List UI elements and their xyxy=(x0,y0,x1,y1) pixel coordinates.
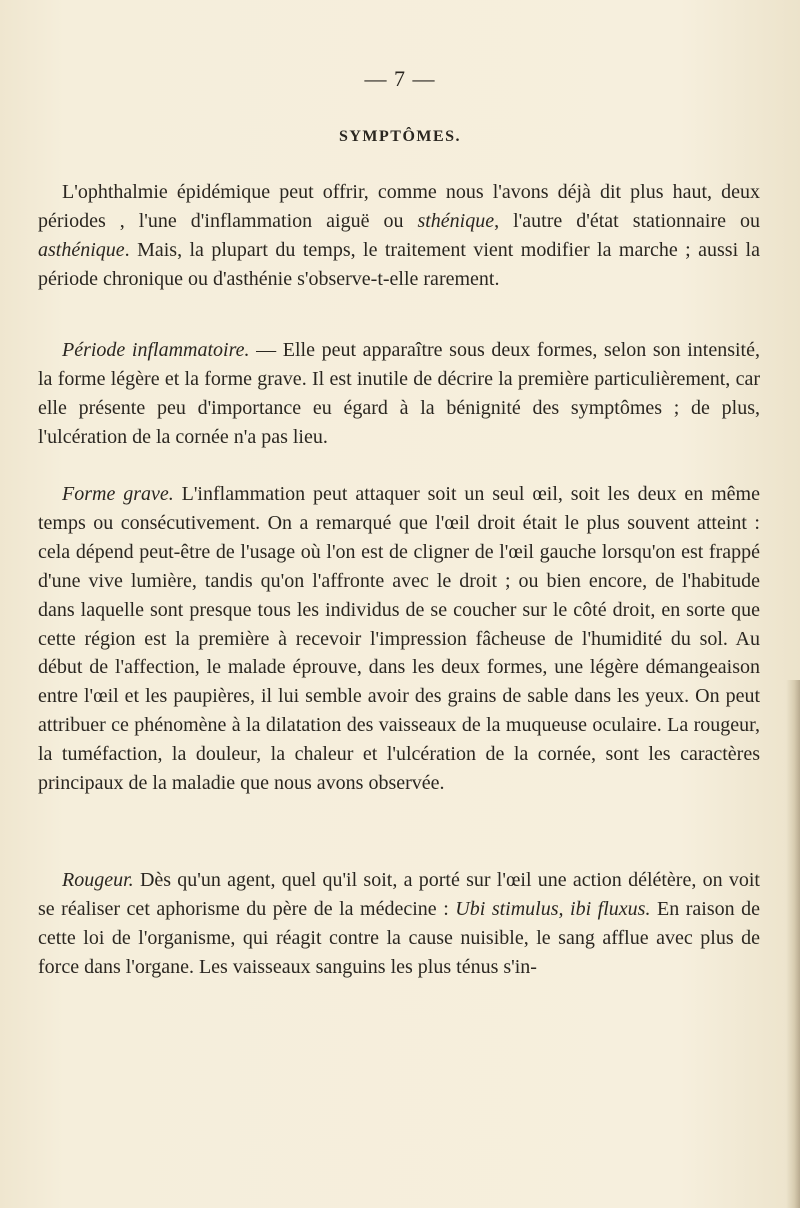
page-number: — 7 — xyxy=(364,66,436,91)
intro-term-sthenique: sthénique xyxy=(417,209,495,232)
intro-text-1: L'ophthalmie épidémique peut offrir, comme nous l'avons déjà dit plus haut, deux périodes , l'une d'inflammation aiguë ou xyxy=(38,181,760,232)
forme-text: L'inflammation peut attaquer soit un seul œil, soit les deux en même temps ou consécutivement. On a remarqué que l'œil droit était le plus souvent atteint : cela dépend peut-être de l'usage où l'on est de cligner de l'œil gauche lorsqu'on est frappé d'une vive lumière, tandis qu'on l'affronte avec le droit ; ou bien encore, de l'habitude dans laquelle sont presque tous les individus de se coucher sur le côté droit, en sorte que cette région est la première à recevoir l'impression fâcheuse de l'humidité du sol. Au début de l'affection, le malade éprouve, dans les deux formes, une légère démangeaison entre l'œil et les paupières, il lui semble avoir des grains de sable dans les yeux. On peut attribuer ce phénomène à la dilatation des vaisseaux de la muqueuse oculaire. La rougeur, la tuméfaction, la douleur, la chaleur et l'ulcération de la cornée, sont les caractères principaux de la maladie que nous avons observée. xyxy=(38,483,760,795)
forme-lead: Forme grave. xyxy=(62,483,174,505)
intro-term-asthenique: asthénique xyxy=(38,238,125,261)
rougeur-text-2: En raison de cette loi de l'organisme, qui réagit contre la cause nuisible, le sang afflue avec plus de force dans l'organe. Les vaisseaux sanguins les plus ténus s'in- xyxy=(38,897,760,978)
rougeur-lead: Rougeur. xyxy=(62,869,134,891)
paragraph-periode-inflammatoire xyxy=(38,336,760,452)
paragraph-rougeur xyxy=(38,866,760,982)
paragraph-intro xyxy=(38,178,760,294)
intro-text-2: , l'autre d'état stationnaire ou xyxy=(494,209,760,232)
paragraph-forme-grave xyxy=(38,480,760,798)
section-heading: SYMPTÔMES. xyxy=(338,128,462,145)
periode-text: — Elle peut apparaître sous deux formes, selon son intensité, la forme légère et la forme grave. Il est inutile de décrire la première particulièrement, car elle présente peu d'importance eu égard à la bénignité des symptômes ; de plus, l'ulcération de la cornée n'a pas lieu. xyxy=(38,339,760,448)
rougeur-aphorism: Ubi stimulus, ibi fluxus. xyxy=(455,897,651,920)
periode-lead: Période inflammatoire. xyxy=(62,339,250,361)
intro-text-3: . Mais, la plupart du temps, le traitement vient modifier la marche ; aussi la période chronique ou d'asthénie s'observe-t-elle rarement. xyxy=(38,238,760,290)
page-edge-shadow xyxy=(786,680,800,1208)
rougeur-text-1: Dès qu'un agent, quel qu'il soit, a porté sur l'œil une action délétère, on voit se réaliser cet aphorisme du père de la médecine : xyxy=(38,869,760,920)
